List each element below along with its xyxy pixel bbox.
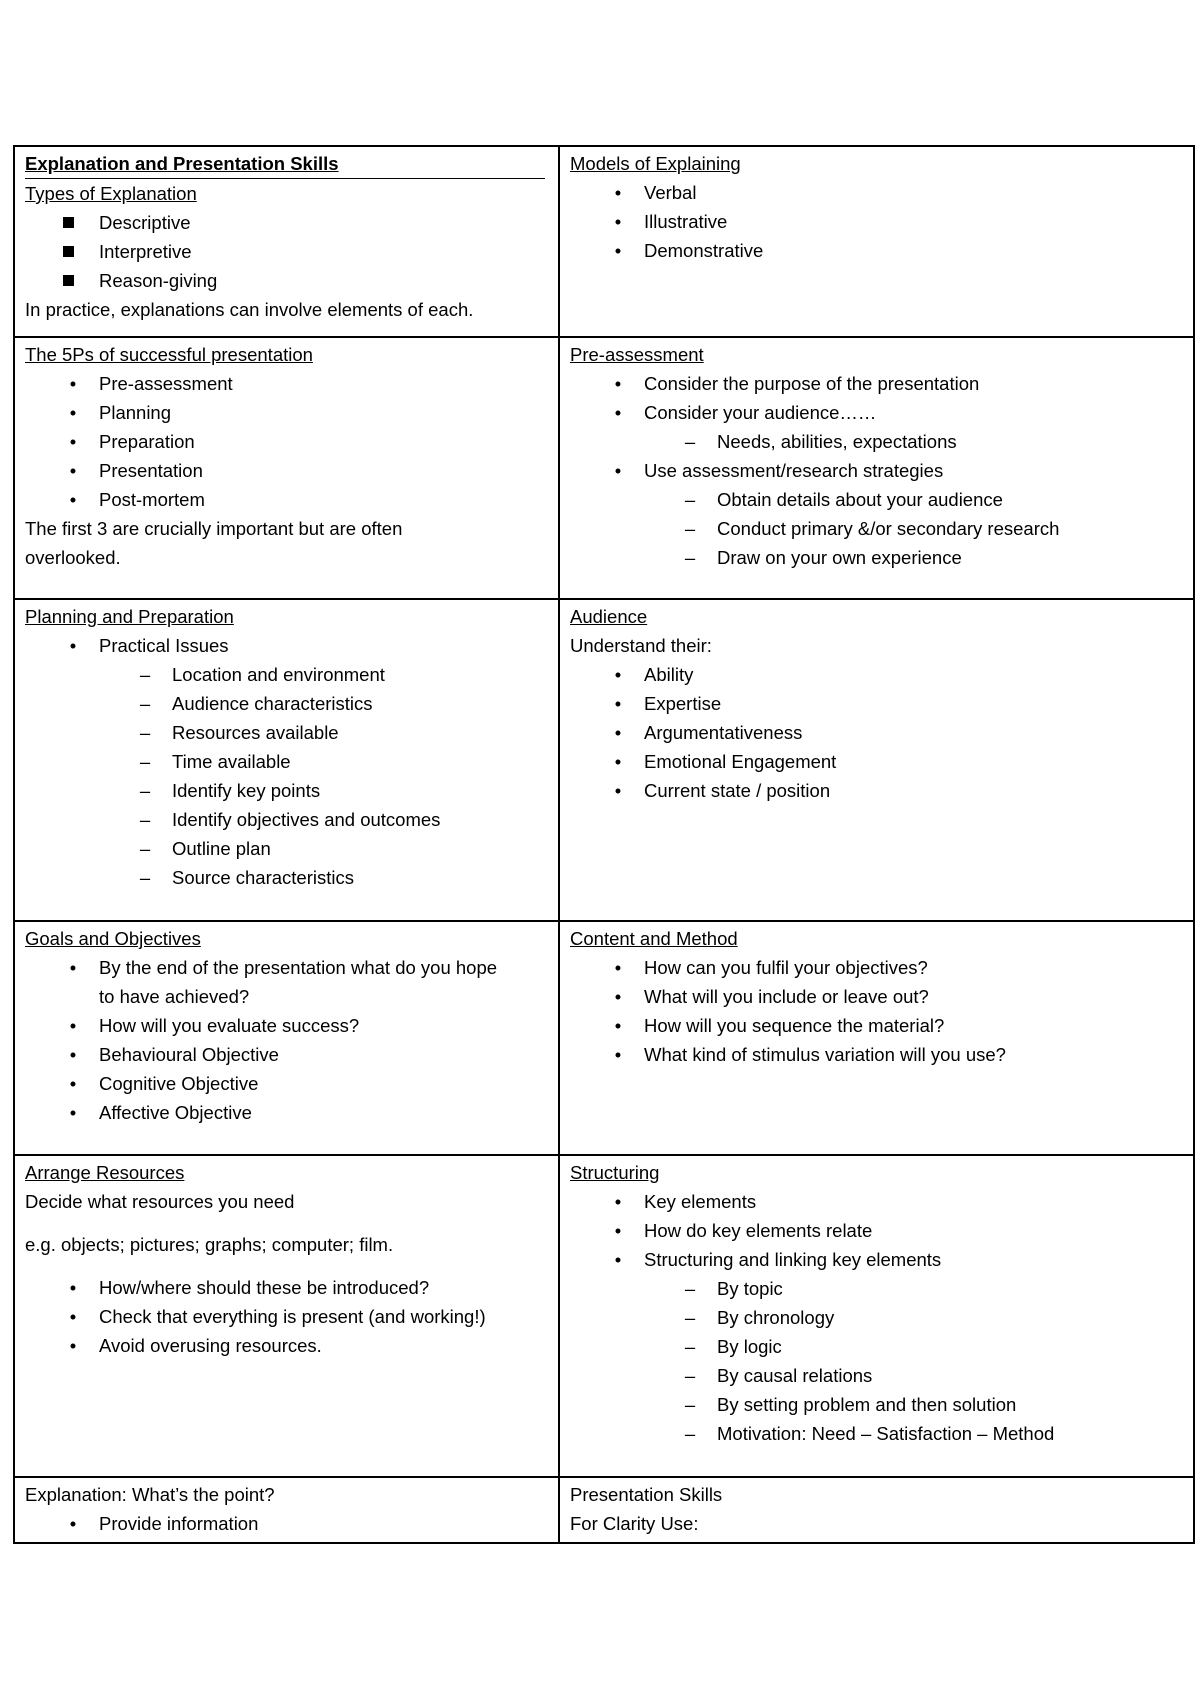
table-row	[14, 1477, 1194, 1543]
bullet-icon: •	[69, 402, 77, 423]
list-item: – Motivation: Need – Satisfaction – Method	[570, 1419, 1183, 1448]
sub-list	[570, 427, 1183, 456]
models-list	[570, 178, 1183, 265]
list-item: • How will you sequence the material?	[570, 1011, 1183, 1040]
dash-icon: –	[139, 751, 151, 772]
dash-icon: –	[139, 722, 151, 743]
bullet-icon: •	[614, 402, 622, 423]
content-list	[570, 953, 1183, 1069]
bullet-icon: •	[614, 1044, 622, 1065]
bullet-icon: •	[69, 1277, 77, 1298]
cell-models-of-explaining	[559, 146, 1194, 337]
bullet-icon: •	[69, 957, 77, 978]
list-item: • How/where should these be introduced?	[25, 1273, 548, 1302]
cell-goals-objectives	[14, 921, 559, 1155]
bullet-icon: •	[614, 693, 622, 714]
list-item: – Location and environment	[25, 660, 548, 689]
list-item: Reason-giving	[25, 266, 548, 295]
list-item: • Illustrative	[570, 207, 1183, 236]
types-list	[25, 208, 548, 295]
note-text: In practice, explanations can involve elements of each.	[25, 299, 474, 320]
bullet-icon: •	[614, 664, 622, 685]
resources-list	[25, 1273, 548, 1360]
list-item: • Expertise	[570, 689, 1183, 718]
section-title: Structuring	[570, 1162, 660, 1183]
section-title: Arrange Resources	[25, 1162, 185, 1183]
bullet-icon: •	[614, 211, 622, 232]
bullet-icon: •	[614, 460, 622, 481]
section-title: Audience	[570, 606, 648, 627]
list-item: – Time available	[25, 747, 548, 776]
intro-text: For Clarity Use:	[570, 1513, 699, 1534]
cell-presentation-skills	[559, 1477, 1194, 1543]
cell-5ps	[14, 337, 559, 599]
section-subtitle: Types of Explanation	[25, 183, 197, 204]
list-item: • How do key elements relate	[570, 1216, 1183, 1245]
table-row	[14, 921, 1194, 1155]
list-item: • How will you evaluate success?	[25, 1011, 548, 1040]
dash-icon: –	[684, 1365, 696, 1386]
list-item: • Check that everything is present (and working!)	[25, 1302, 548, 1331]
bullet-icon: •	[69, 431, 77, 452]
dash-icon: –	[684, 1336, 696, 1357]
pre-assessment-list	[570, 369, 1183, 427]
bullet-icon: •	[69, 1015, 77, 1036]
note-text: The first 3 are crucially important but are often	[25, 518, 403, 539]
list-item: Interpretive	[25, 237, 548, 266]
section-title: Goals and Objectives	[25, 928, 201, 949]
list-item: • What will you include or leave out?	[570, 982, 1183, 1011]
list-item: • Practical Issues	[25, 631, 548, 660]
bullet-icon: •	[614, 373, 622, 394]
list-item: • What kind of stimulus variation will you use?	[570, 1040, 1183, 1069]
section-title: Content and Method	[570, 928, 738, 949]
bullet-icon: •	[614, 182, 622, 203]
dash-icon: –	[139, 867, 151, 888]
dash-icon: –	[684, 518, 696, 539]
example-text: e.g. objects; pictures; graphs; computer; film.	[25, 1234, 394, 1255]
cell-content-method	[559, 921, 1194, 1155]
section-title: Models of Explaining	[570, 153, 741, 174]
dash-icon: –	[139, 838, 151, 859]
bullet-icon: •	[614, 1220, 622, 1241]
planning-list	[25, 631, 548, 660]
table-row	[14, 337, 1194, 599]
list-item: • Argumentativeness	[570, 718, 1183, 747]
dash-icon: –	[684, 431, 696, 452]
sub-list	[570, 1274, 1183, 1448]
dash-icon: –	[139, 780, 151, 801]
bullet-icon: •	[69, 1102, 77, 1123]
list-item: – By chronology	[570, 1303, 1183, 1332]
bullet-icon: •	[69, 1044, 77, 1065]
bullet-icon: •	[69, 1073, 77, 1094]
dash-icon: –	[684, 1278, 696, 1299]
intro-text: Decide what resources you need	[25, 1191, 295, 1212]
section-title: The 5Ps of successful presentation	[25, 344, 313, 365]
list-item: • Preparation	[25, 427, 548, 456]
list-item: • How can you fulfil your objectives?	[570, 953, 1183, 982]
bullet-icon: •	[69, 1306, 77, 1327]
cell-planning-preparation	[14, 599, 559, 921]
cell-audience	[559, 599, 1194, 921]
sub-list	[570, 485, 1183, 572]
list-item: • Current state / position	[570, 776, 1183, 805]
list-item: • Avoid overusing resources.	[25, 1331, 548, 1360]
list-item: – By setting problem and then solution	[570, 1390, 1183, 1419]
bullet-icon: •	[614, 1015, 622, 1036]
cell-explanation-point	[14, 1477, 559, 1543]
list-item: – Outline plan	[25, 834, 548, 863]
table-row	[14, 1155, 1194, 1477]
list-item: – By causal relations	[570, 1361, 1183, 1390]
point-list	[25, 1509, 548, 1538]
section-title: Pre-assessment	[570, 344, 704, 365]
list-item: – Resources available	[25, 718, 548, 747]
page-title: Explanation and Presentation Skills	[25, 149, 545, 179]
dash-icon: –	[139, 664, 151, 685]
cell-structuring	[559, 1155, 1194, 1477]
list-item: – Obtain details about your audience	[570, 485, 1183, 514]
list-item: • Planning	[25, 398, 548, 427]
list-item: • Use assessment/research strategies	[570, 456, 1183, 485]
dash-icon: –	[684, 1394, 696, 1415]
list-item: • Verbal	[570, 178, 1183, 207]
bullet-icon: •	[69, 373, 77, 394]
bullet-icon: •	[614, 240, 622, 261]
note-text: overlooked.	[25, 547, 121, 568]
bullet-icon: •	[614, 1191, 622, 1212]
square-bullet-icon	[63, 217, 74, 228]
list-item: • Post-mortem	[25, 485, 548, 514]
bullet-icon: •	[614, 986, 622, 1007]
bullet-icon: •	[69, 460, 77, 481]
list-item: – Audience characteristics	[25, 689, 548, 718]
section-title: Planning and Preparation	[25, 606, 234, 627]
list-item: Descriptive	[25, 208, 548, 237]
section-title: Explanation: What’s the point?	[25, 1484, 275, 1505]
list-item: • Presentation	[25, 456, 548, 485]
square-bullet-icon	[63, 275, 74, 286]
goals-list	[25, 953, 548, 1127]
list-item: • Pre-assessment	[25, 369, 548, 398]
sub-list	[25, 660, 548, 892]
dash-icon: –	[684, 547, 696, 568]
table-row	[14, 599, 1194, 921]
list-item: • Demonstrative	[570, 236, 1183, 265]
bullet-icon: •	[614, 751, 622, 772]
list-item: • By the end of the presentation what do you hope to have achieved?	[25, 953, 548, 1011]
5ps-list	[25, 369, 548, 514]
list-item: – Draw on your own experience	[570, 543, 1183, 572]
bullet-icon: •	[614, 780, 622, 801]
bullet-icon: •	[614, 957, 622, 978]
cell-pre-assessment	[559, 337, 1194, 599]
bullet-icon: •	[69, 1335, 77, 1356]
list-item: – Identify key points	[25, 776, 548, 805]
pre-assessment-list	[570, 456, 1183, 485]
list-item: • Consider the purpose of the presentation	[570, 369, 1183, 398]
cell-arrange-resources	[14, 1155, 559, 1477]
section-title: Presentation Skills	[570, 1484, 723, 1505]
audience-list	[570, 660, 1183, 805]
list-item: – Conduct primary &/or secondary research	[570, 514, 1183, 543]
intro-text: Understand their:	[570, 635, 712, 656]
list-item: – Identify objectives and outcomes	[25, 805, 548, 834]
list-item: – By topic	[570, 1274, 1183, 1303]
bullet-icon: •	[69, 1513, 77, 1534]
list-item: • Key elements	[570, 1187, 1183, 1216]
bullet-icon: •	[614, 1249, 622, 1270]
list-item: • Consider your audience……	[570, 398, 1183, 427]
bullet-icon: •	[69, 635, 77, 656]
dash-icon: –	[684, 1307, 696, 1328]
list-item: • Cognitive Objective	[25, 1069, 548, 1098]
dash-icon: –	[139, 809, 151, 830]
notes-table	[13, 145, 1195, 1544]
bullet-icon: •	[69, 489, 77, 510]
structuring-list	[570, 1187, 1183, 1274]
cell-explanation-presentation-skills	[14, 146, 559, 337]
list-item: • Provide information	[25, 1509, 548, 1538]
list-item: • Emotional Engagement	[570, 747, 1183, 776]
list-item: – By logic	[570, 1332, 1183, 1361]
list-item: • Structuring and linking key elements	[570, 1245, 1183, 1274]
dash-icon: –	[684, 489, 696, 510]
list-item: – Needs, abilities, expectations	[570, 427, 1183, 456]
bullet-icon: •	[614, 722, 622, 743]
list-item: • Behavioural Objective	[25, 1040, 548, 1069]
square-bullet-icon	[63, 246, 74, 257]
dash-icon: –	[684, 1423, 696, 1444]
list-item: – Source characteristics	[25, 863, 548, 892]
list-item: • Affective Objective	[25, 1098, 548, 1127]
table-row	[14, 146, 1194, 337]
dash-icon: –	[139, 693, 151, 714]
list-item: • Ability	[570, 660, 1183, 689]
